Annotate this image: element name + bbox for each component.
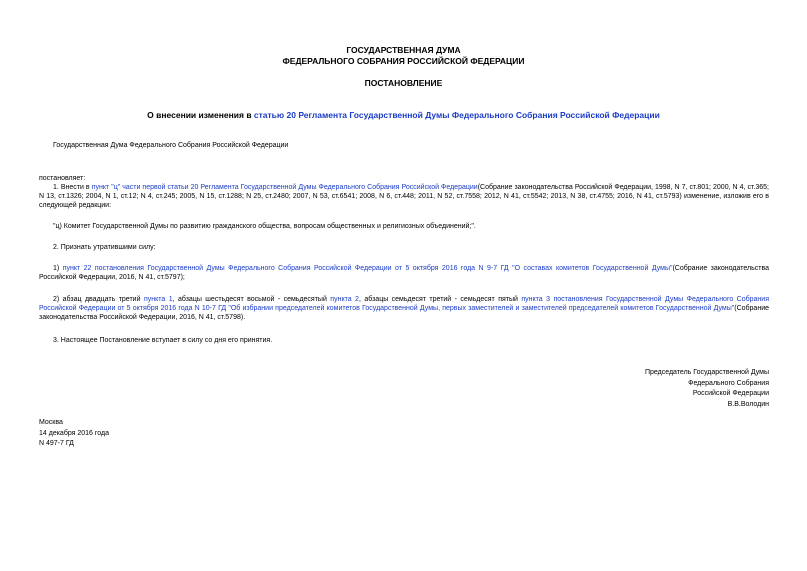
header-line1: ГОСУДАРСТВЕННАЯ ДУМА xyxy=(346,45,461,55)
p2-2-b: , абзацы шестьдесят восьмой - семьдесятый xyxy=(172,296,331,303)
title-prefix: О внесении изменения в xyxy=(147,110,254,120)
p1-prefix: 1. Внести в xyxy=(53,184,92,191)
p1-rest: (Собрание законодательства Российской Федерации, 1998, N 7, ст.801; 2000, N 4, ст.365; N 13, ст.1326; 2004, N 1, ст.12; N 4, ст.245; 2005, N 15, ст.1288; N 25, ст.2480; 2007, N 53, ст.6541; 2008, N 6, ст.448; 2011, N 52, ст.7558; 2012, N 41, ст.5542; 2013, N 38, ст.4755; 2016, N 41, ст.5793) изменение, изложив его в следующей редакции: xyxy=(39,184,770,210)
signature-name: В.В.Володин xyxy=(727,400,769,408)
p2-1-link[interactable]: пункт 22 постановления Государственной Думы Федерального Собрания Российской Федерации от 5 октября 2016 года N 9-7 ГД "О составах комитетов Государственной Думы" xyxy=(62,265,673,272)
paragraph-1 xyxy=(39,183,769,210)
document-title xyxy=(0,110,807,121)
p2-2-link1[interactable]: пункта 1 xyxy=(143,296,173,303)
resolves: постановляет: xyxy=(39,175,86,182)
footer-city: Москва xyxy=(39,419,63,426)
header-line2: ФЕДЕРАЛЬНОГО СОБРАНИЯ РОССИЙСКОЙ ФЕДЕРАЦИИ xyxy=(282,56,525,66)
paragraph-2-2 xyxy=(39,295,769,322)
p2-2-link3[interactable]: пункта 3 постановления Государственной Думы Федерального Собрания Российской Федерации от 5 октября 2016 года N 10-7 ГД "Об избрании председателей комитетов Государственной Думы, первых заместителей и заместителей председателей комитетов Государственной Думы" xyxy=(39,296,769,313)
p2-1-prefix: 1) xyxy=(53,265,63,272)
p1-link[interactable]: пункт "ц" части первой статьи 20 Регламента Государственной Думы Федерального Собрания Российской Федерации xyxy=(91,184,478,191)
footer-date: 14 декабря 2016 года xyxy=(39,429,110,437)
paragraph-3: 3. Настоящее Постановление вступает в силу со дня его принятия. xyxy=(53,337,273,344)
preamble: Государственная Дума Федерального Собрания Российской Федерации xyxy=(53,142,289,149)
p2-1-rest: (Собрание законодательства Российской Федерации, 2016, N 41, ст.5797); xyxy=(39,265,769,282)
quote: "ц) Комитет Государственной Думы по развитию гражданского общества, вопросам общественных и религиозных объединений;". xyxy=(53,223,476,230)
doc-type: ПОСТАНОВЛЕНИЕ xyxy=(364,78,443,88)
p2-2-c: , абзацы семьдесят третий - семьдесят пятый xyxy=(358,296,522,303)
paragraph-2: 2. Признать утратившими силу: xyxy=(53,244,156,251)
p2-2-link2[interactable]: пункта 2 xyxy=(330,296,359,303)
signature-block xyxy=(645,368,769,410)
signature-line3: Российской Федерации xyxy=(692,390,769,397)
signature-line1: Председатель Государственной Думы xyxy=(644,369,769,376)
title-link[interactable]: статью 20 Регламента Государственной Думы Федерального Собрания Российской Федерации xyxy=(253,110,660,120)
footer-number: N 497-7 ГД xyxy=(39,440,74,447)
footer-block xyxy=(39,418,109,450)
p2-2-a: 2) абзац двадцать третий xyxy=(53,296,144,303)
paragraph-2-1 xyxy=(39,264,769,282)
signature-line2: Федерального Собрания xyxy=(688,379,769,387)
p2-2-d: (Собрание законодательства Российской Федерации, 2016, N 41, ст.5798). xyxy=(39,305,769,322)
